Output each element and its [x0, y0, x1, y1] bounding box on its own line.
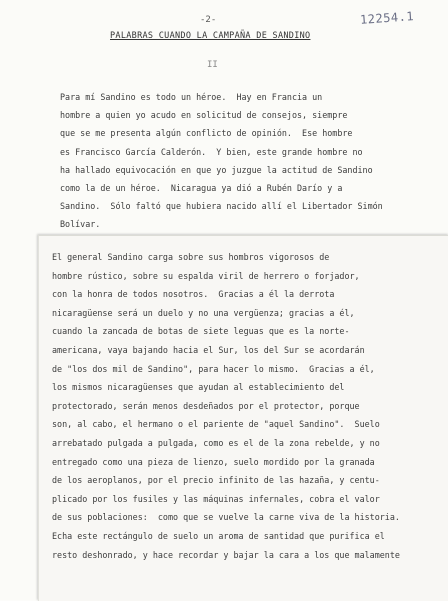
text-line: Bolívar.: [60, 219, 101, 230]
text-line: Sandino. Sólo faltó que hubiera nacido allí el Libertador Simón: [60, 201, 383, 212]
first-section: [60, 88, 440, 234]
text-line: de los aeroplanos, por el precio infinito de las hazaña, y centu-: [52, 475, 380, 486]
text-line: resto deshonrado, y hace recordar y bajar la cara a los que malamente: [52, 549, 400, 560]
text-line: americana, vaya bajando hacia el Sur, los del Sur se acordarán: [52, 344, 365, 355]
text-line: cuando la zancada de botas de siete leguas que es la norte-: [52, 326, 350, 337]
text-line: Echa este rectángulo de suelo un aroma de santidad que purifica el: [52, 530, 385, 541]
text-line: como la de un héroe. Nicaragua ya dió a Rubén Darío y a: [60, 183, 343, 194]
text-line: protectorado, serán menos desdeñados por el protector, porque: [52, 400, 360, 411]
text-line: son, al cabo, el hermano o el pariente de "aquel Sandino". Suelo: [52, 419, 380, 430]
text-line: los mismos nicaragüenses que ayudan al establecimiento del: [52, 382, 345, 393]
text-line: ha hallado equivocación en que yo juzgue la actitud de Sandino: [60, 164, 373, 175]
text-line: con la honra de todos nosotros. Gracias a él la derrota: [52, 289, 335, 300]
text-line: nicaragüense será un duelo y no una vergüenza; gracias a él,: [52, 307, 355, 318]
text-line: arrebatado pulgada a pulgada, como es el de la zona rebelde, y no: [52, 437, 380, 448]
text-line: Para mí Sandino es todo un héroe. Hay en Francia un: [60, 92, 323, 102]
text-line: El general Sandino carga sobre sus hombros vigorosos de: [52, 252, 330, 262]
text-line: que se me presenta algún conflicto de opinión. Ese hombre: [60, 128, 353, 139]
text-line: entregado como una pieza de lienzo, suelo mordido por la granada: [52, 456, 375, 467]
text-line: plicado por los fusiles y las máquinas infernales, cobra el valor: [52, 493, 380, 504]
archive-stamp: 12254.1: [359, 9, 415, 27]
document-title: PALABRAS CUANDO LA CAMPAÑA DE SANDINO: [110, 31, 311, 41]
text-line: de "los dos mil de Sandino", para hacer lo mismo. Gracias a él,: [52, 363, 375, 374]
text-line: es Francisco García Calderón. Y bien, este grande hombre no: [60, 146, 363, 157]
second-section: [52, 248, 448, 564]
page-number: -2-: [200, 15, 217, 25]
text-line: hombre a quien yo acudo en solicitud de consejos, siempre: [60, 110, 348, 121]
text-line: hombre rústico, sobre su espalda viril de herrero o forjador,: [52, 270, 360, 281]
text-line: de sus poblaciones: como que se vuelve la carne viva de la historia.: [52, 512, 400, 523]
section-mark: II: [207, 60, 218, 70]
